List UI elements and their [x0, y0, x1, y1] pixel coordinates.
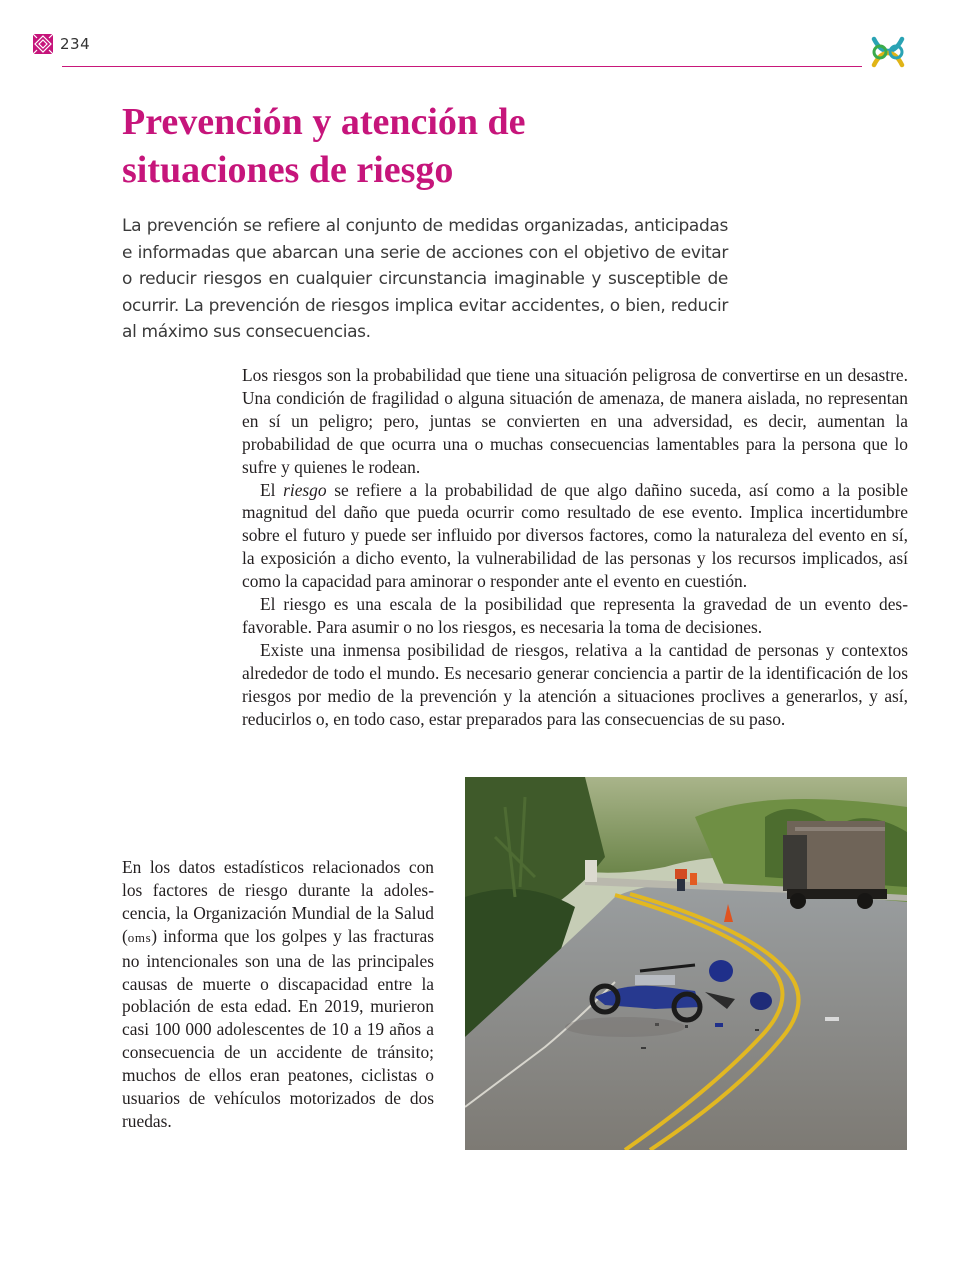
- term-riesgo: riesgo: [283, 479, 327, 500]
- body-paragraph-2: [242, 479, 908, 594]
- side-paragraph-start: En los datos estadísticos relacionados con los factores de riesgo durante la adolescencia, la Organización Mundial de la Salud (: [122, 857, 434, 946]
- body-paragraph-3: El riesgo es una escala de la posibilidad que representa la gravedad de un evento desfavorable. Para asumir o no los riesgos, es necesaria la toma de decisiones.: [242, 594, 908, 637]
- intro-paragraph: La prevención se refiere al conjunto de medidas organizadas, anticipadas e informadas que abarcan una serie de acciones con el objetivo de evitar o reducir riesgos en cualquier circunstancia imaginable y susceptible de ocurrir. La prevención de riesgos implica evitar accidentes, o bien, reducir al máximo sus consecuencias.: [122, 216, 728, 342]
- body-paragraph-1: Los riesgos son la probabilidad que tiene una situación peligrosa de convertirse en un desastre. Una condición de fragilidad o alguna situación de amenaza, de manera aislada, no representan en sí un peligro; pero, juntas se convierten en una adversidad, es decir, aumentan la probabilidad de que ocurra una o muchas consecuencias lamentables para la persona que lo sufre y quienes le rodean.: [242, 365, 908, 477]
- page-title-line-2: situaciones de riesgo: [122, 149, 454, 191]
- page-title: [122, 98, 722, 194]
- body-paragraph-2-rest: se refiere a la probabilidad de que algo dañino suceda, así como a la posible magnitud del daño que pueda ocurrir como resultado de ese evento. Implica incertidumbre sobre el futuro y puede ser influido por diversos factores, como la naturaleza del evento en sí, la exposición a dicho evento, la vulnerabilidad de las personas y los recursos implicados, así como la capacidad para aminorar o responder ante el evento en cuestión.: [242, 479, 908, 592]
- body-paragraph-4: Existe una inmensa posibilidad de riesgos, relativa a la cantidad de personas y contextos alrededor de todo el mundo. Es necesario generar conciencia a partir de la identificación de los riesgos por medio de la prevención y la atención a situaciones proclives a generarlos, y así, reducirlos o, en todo caso, estar preparados para las consecuencias de su paso.: [242, 639, 908, 729]
- acronym-oms: oms: [127, 929, 152, 945]
- page-title-line-1: Prevención y atención de: [122, 101, 526, 143]
- side-paragraph-rest: ) informa que los golpes y las fracturas no intencionales son una de las principales causas de muerte o discapacidad entre la población de esta edad. En 2019, murieron casi 100 000 adolescentes de 10 a 19 años a consecuencia de un accidente de tránsito; muchos de ellos eran peatones, ciclistas o usuarios de vehículos motorizados de dos ruedas.: [122, 925, 434, 1131]
- interlocking-rings-logo: [868, 33, 908, 71]
- page-number: 234: [60, 35, 91, 53]
- motorcycle-accident-photo: [465, 777, 907, 1150]
- body-paragraph-2-start: El: [260, 479, 284, 500]
- ornament-pattern-icon: [33, 34, 53, 54]
- side-paragraph: [122, 856, 434, 1133]
- header-rule: [62, 66, 862, 67]
- body-text: [242, 364, 908, 731]
